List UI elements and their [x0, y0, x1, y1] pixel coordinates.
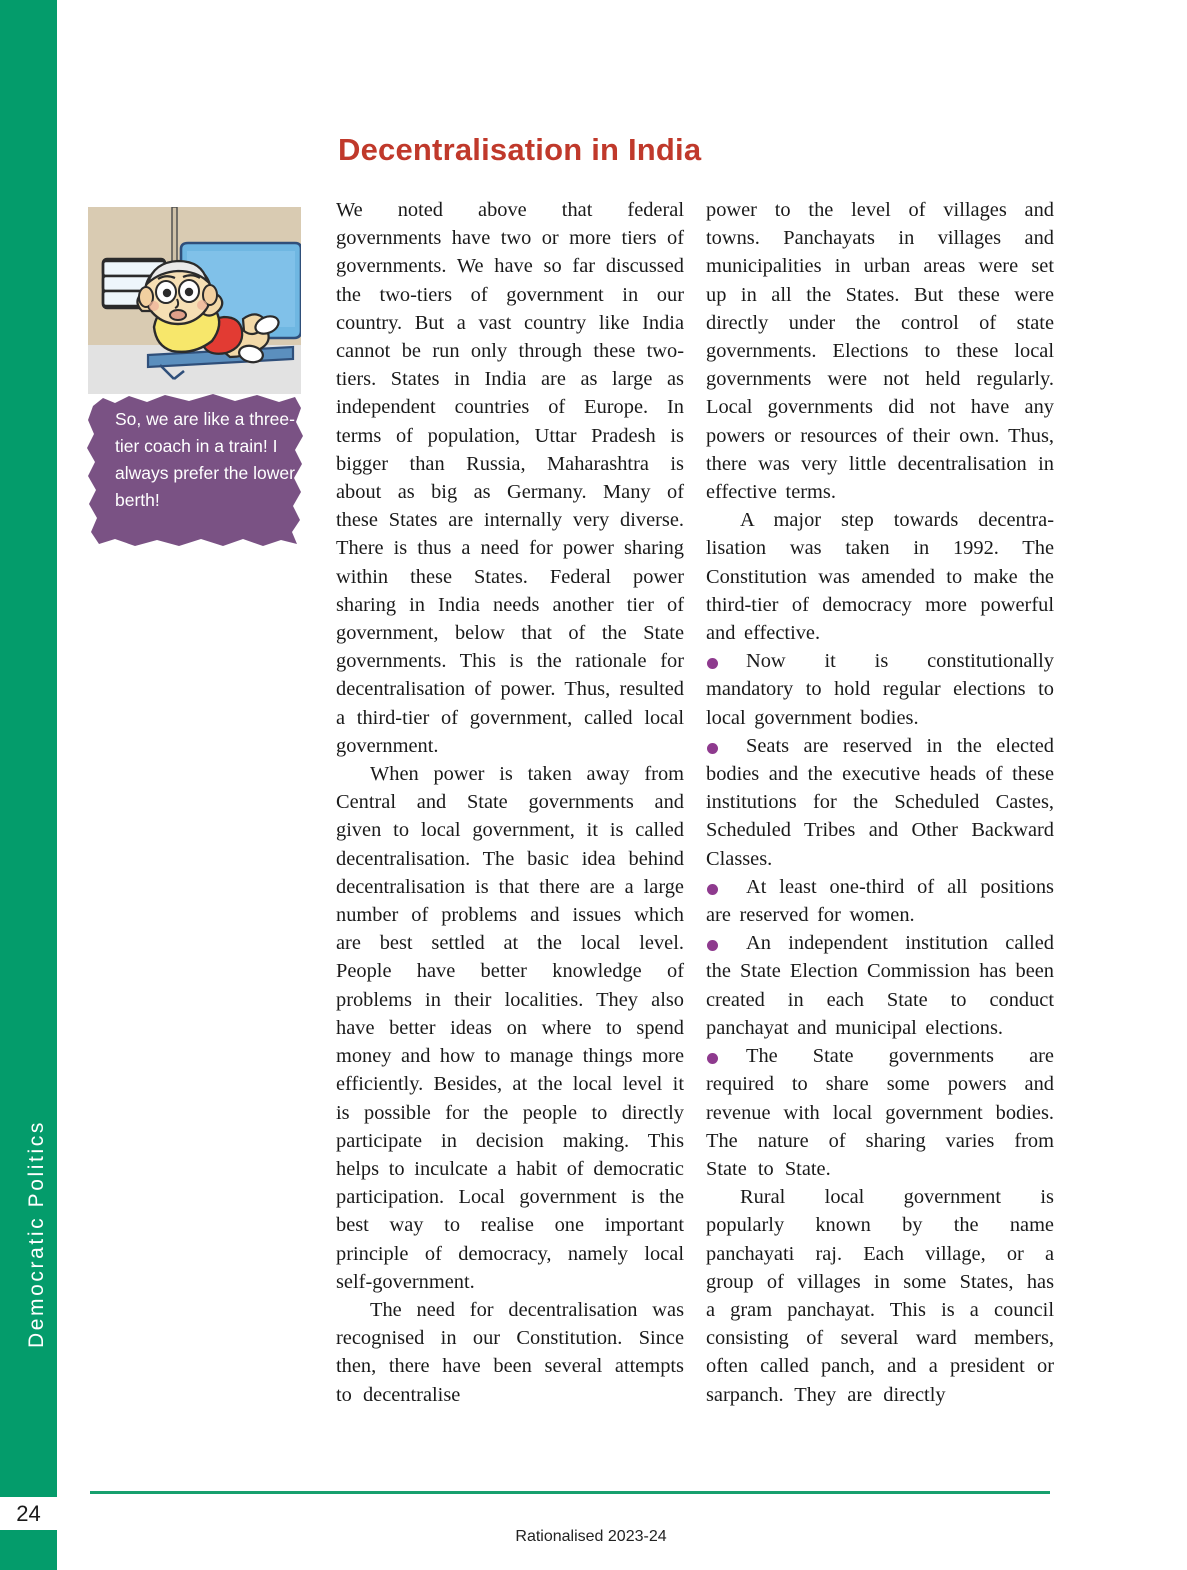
footer-note-text: Rationalised 2023-24 [515, 1528, 667, 1545]
boy-lying-on-train-berth-cartoon [88, 207, 301, 394]
list-item-text: An independent institution called the State Election Commission has been created in each State to conduct panchayat and municipal elections. [706, 932, 1054, 1039]
bullet-icon [707, 940, 718, 951]
body-column-left [336, 196, 684, 1409]
footer-divider [90, 1491, 1050, 1494]
paragraph: A major step towards decentra-lisation was taken in 1992. The Constitution was amended to make the third-tier of democracy more powerful and effective. [706, 509, 1054, 645]
page-number: 24 [0, 1497, 57, 1530]
list-item [706, 647, 1054, 732]
list-item-text: At least one-third of all positions are reserved for women. [706, 875, 1054, 927]
footer-note [0, 1528, 1187, 1546]
bullet-icon [707, 743, 718, 754]
paragraph: We noted above that federal governments have two or more tiers of governments. We have so far discussed the two-tiers of government in our country. But a vast country like India cannot be run only through these two-tiers. States in India are as large as independent countries of Europe. In terms of population, Uttar Pradesh is bigger than Russia, Maharashtra is about as big as Germany. Many of these States are internally very diverse. There is thus a need for power sharing within these States. Federal power sharing in India needs another tier of government, below that of the State governments. This is the rationale for decentralisation of power. Thus, resulted a third-tier of government, called local government. [336, 199, 684, 757]
paragraph: power to the level of villages and towns. Panchayats in villages and municipalities in urban areas were set up in all the States. But these were directly under the control of state governments. Elections to these local governments were not held regularly. Local governments did not have any powers or resources of their own. Thus, there was very little decentralisation in effective terms. [706, 199, 1054, 504]
book-title-vertical: Democratic Politics [25, 1120, 48, 1348]
bullet-icon [707, 1053, 718, 1064]
list-item [706, 1042, 1054, 1183]
speech-bubble-text: So, we are like a three-tier coach in a train! I always prefer the lower berth! [115, 409, 295, 510]
bullet-icon [707, 658, 718, 669]
list-item-text: Now it is constitutionally mandatory to hold regular elections to local government bodies. [706, 650, 1054, 729]
paragraph: The need for decentralisation was recognised in our Constitution. Since then, there have been several attempts to decentralise [336, 1298, 684, 1406]
page-title: Decentralisation in India [338, 132, 702, 167]
bullet-icon [707, 884, 718, 895]
paragraph: When power is taken away from Central and State governments and given to local government, it is called decentralisation. The basic idea behind decentralisation is that there are a large number of problems and issues which are best settled at the local level. People have better knowledge of problems in their localities. They also have better ideas on where to spend money and how to manage things more efficiently. Besides, at the local level it is possible for the people to directly participate in decision making. This helps to inculcate a habit of democratic participation. Local government is the best way to realise one important principle of democracy, namely local self-government. [336, 763, 684, 1293]
paragraph: Rural local government is popularly known by the name panchayati raj. Each village, or a group of villages in some States, has a gram panchayat. This is a council consisting of several ward members, often called panch, and a president or sarpanch. They are directly [706, 1186, 1054, 1406]
body-column-right [706, 196, 1054, 1409]
list-item-text: Seats are reserved in the elected bodies and the executive heads of these institutions for the Scheduled Castes, Scheduled Tribes and Other Backward Classes. [706, 734, 1054, 870]
list-item [706, 929, 1054, 1042]
list-item [706, 732, 1054, 873]
list-item [706, 873, 1054, 929]
list-item-text: The State governments are required to share some powers and revenue with local government bodies. The nature of sharing varies from State to State. [706, 1045, 1054, 1180]
speech-bubble [85, 392, 307, 550]
